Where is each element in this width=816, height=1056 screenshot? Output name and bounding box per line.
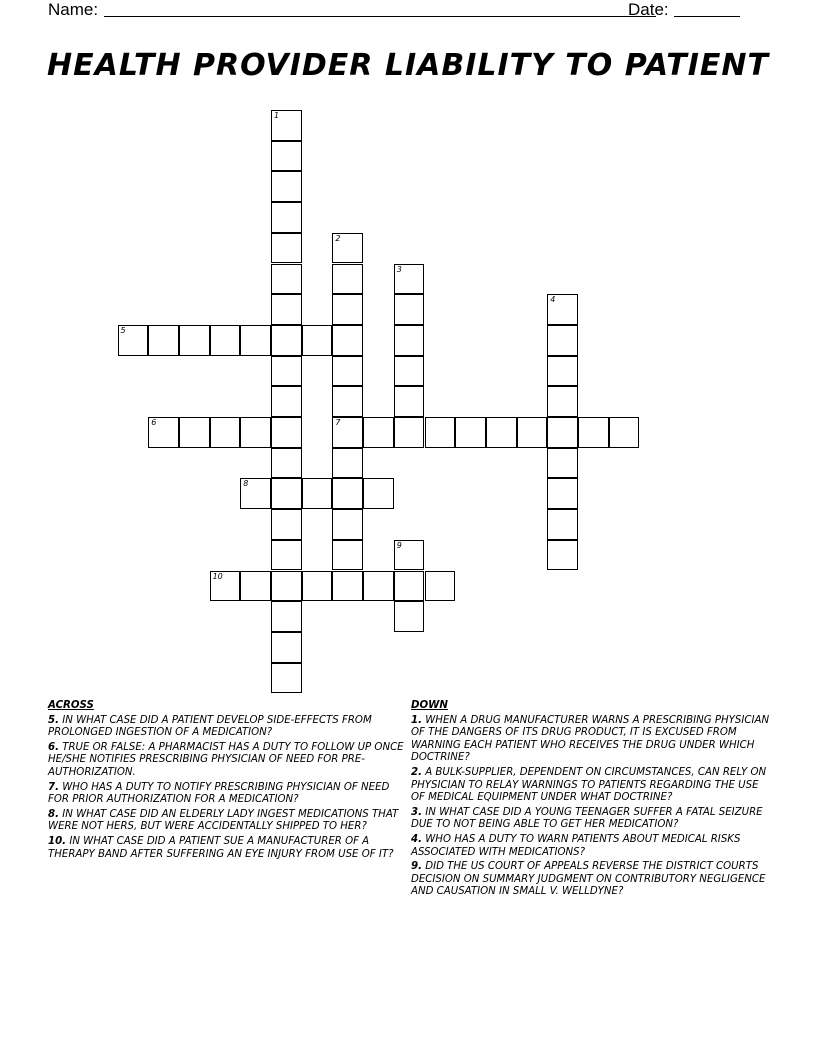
clue-text: DID THE US COURT OF APPEALS REVERSE THE DISTRICT COURTS DECISION ON SUMMARY JUDGMENT ON CONTRIBUTORY NEGLIGENCE AND CAUSATION IN SMALL V. WELLDYNE? <box>411 861 766 898</box>
cell-number: 1 <box>274 111 280 120</box>
clue-number: 2. <box>411 766 422 778</box>
crossword-cell[interactable] <box>302 325 333 356</box>
clue-text: WHEN A DRUG MANUFACTURER WARNS A PRESCRIBING PHYSICIAN OF THE DANGERS OF ITS DRUG PRODUCT, IT IS EXCUSED FROM WARNING EACH PATIENT WHO RECEIVES THE DRUG UNDER WHICH DOCTRINE? <box>411 714 770 764</box>
crossword-cell[interactable] <box>240 325 271 356</box>
crossword-cell[interactable] <box>271 233 302 264</box>
crossword-cell[interactable] <box>271 509 302 540</box>
clue-number: 1. <box>411 714 422 726</box>
crossword-cell[interactable] <box>271 601 302 632</box>
cell-number: 6 <box>151 418 157 427</box>
crossword-cell[interactable] <box>118 325 149 356</box>
across-clue <box>48 715 410 740</box>
cell-number: 4 <box>550 295 556 305</box>
crossword-cell[interactable] <box>394 356 425 387</box>
clue-number: 4. <box>411 833 422 845</box>
crossword-cell[interactable] <box>210 417 241 448</box>
crossword-cell[interactable] <box>271 417 302 448</box>
cell-number: 5 <box>120 325 126 335</box>
crossword-cell[interactable] <box>547 356 578 387</box>
crossword-cell[interactable] <box>271 264 302 295</box>
date-label: Date: <box>628 0 669 19</box>
clue-number: 9. <box>411 861 422 873</box>
crossword-cell[interactable] <box>271 571 302 602</box>
down-clue <box>411 767 773 805</box>
clue-text: IN WHAT CASE DID A PATIENT SUE A MANUFACTURER OF A THERAPY BAND AFTER SUFFERING AN EYE INJURY FROM USE OF IT? <box>48 835 394 860</box>
crossword-cell[interactable] <box>210 325 241 356</box>
cell-number: 2 <box>335 233 341 243</box>
crossword-cell[interactable] <box>394 325 425 356</box>
crossword-cell[interactable] <box>271 294 302 325</box>
clue-number: 5. <box>48 714 59 726</box>
crossword-cell[interactable] <box>547 294 578 325</box>
crossword-cell[interactable] <box>302 571 333 602</box>
cell-number: 3 <box>396 264 402 274</box>
crossword-cell[interactable] <box>271 325 302 356</box>
crossword-cell[interactable] <box>240 417 271 448</box>
crossword-cell[interactable] <box>394 386 425 417</box>
crossword-cell[interactable] <box>271 448 302 479</box>
crossword-cell[interactable] <box>179 417 210 448</box>
crossword-cell[interactable] <box>394 294 425 325</box>
puzzle-title: HEALTH PROVIDER LIABILITY TO PATIENT <box>47 48 769 83</box>
crossword-cell[interactable] <box>363 478 394 509</box>
crossword-cell[interactable] <box>271 202 302 233</box>
crossword-cell[interactable] <box>210 571 241 602</box>
crossword-cell[interactable] <box>394 417 425 448</box>
crossword-cell[interactable] <box>486 417 517 448</box>
crossword-cell[interactable] <box>271 386 302 417</box>
clue-text: A BULK-SUPPLIER, DEPENDENT ON CIRCUMSTANCES, CAN RELY ON PHYSICIAN TO RELAY WARNINGS TO PATIENTS REGARDING THE USE OF MEDICAL EQUIPMENT UNDER WHAT DOCTRINE? <box>411 766 767 804</box>
clue-text: WHO HAS A DUTY TO NOTIFY PRESCRIBING PHYSICIAN OF NEED FOR PRIOR AUTHORIZATION FOR A MEDICATION? <box>48 781 390 806</box>
crossword-cell[interactable] <box>332 264 363 295</box>
down-clue <box>411 807 773 832</box>
clue-number: 7. <box>48 781 59 793</box>
crossword-cell[interactable] <box>547 540 578 571</box>
clue-text: IN WHAT CASE DID AN ELDERLY LADY INGEST MEDICATIONS THAT WERE NOT HERS, BUT WERE ACCIDENTALLY SHIPPED TO HER? <box>48 808 399 833</box>
crossword-cell[interactable] <box>547 509 578 540</box>
crossword-cell[interactable] <box>240 478 271 509</box>
crossword-cell[interactable] <box>240 571 271 602</box>
across-clue <box>48 742 410 780</box>
crossword-cell[interactable] <box>271 478 302 509</box>
clue-number: 6. <box>48 741 59 753</box>
clue-number: 3. <box>411 806 422 818</box>
cell-number: 10 <box>212 571 223 581</box>
crossword-cell[interactable] <box>332 448 363 479</box>
crossword-cell[interactable] <box>271 356 302 387</box>
crossword-cell[interactable] <box>271 141 302 172</box>
cell-number: 8 <box>243 479 249 489</box>
crossword-cell[interactable] <box>148 325 179 356</box>
crossword-cell[interactable] <box>578 417 609 448</box>
crossword-cell[interactable] <box>363 571 394 602</box>
cell-number: 9 <box>396 540 402 550</box>
crossword-cell[interactable] <box>332 509 363 540</box>
down-clues <box>411 700 773 901</box>
crossword-cell[interactable] <box>547 478 578 509</box>
crossword-cell[interactable] <box>332 540 363 571</box>
crossword-cell[interactable] <box>271 110 302 141</box>
crossword-cell[interactable] <box>148 417 179 448</box>
crossword-cell[interactable] <box>332 325 363 356</box>
crossword-cell[interactable] <box>455 417 486 448</box>
name-label: Name: <box>48 0 99 19</box>
across-clue <box>48 809 410 834</box>
down-clue <box>411 834 773 859</box>
clue-text: IN WHAT CASE DID A PATIENT DEVELOP SIDE-EFFECTS FROM PROLONGED INGESTION OF A MEDICATION? <box>48 714 372 739</box>
crossword-cell[interactable] <box>425 571 456 602</box>
crossword-cell[interactable] <box>332 356 363 387</box>
crossword-cell[interactable] <box>179 325 210 356</box>
crossword-cell[interactable] <box>332 417 363 448</box>
crossword-cell[interactable] <box>332 571 363 602</box>
down-clue <box>411 861 773 899</box>
crossword-cell[interactable] <box>425 417 456 448</box>
across-heading: ACROSS <box>48 700 94 711</box>
crossword-cell[interactable] <box>332 386 363 417</box>
crossword-cell[interactable] <box>271 171 302 202</box>
crossword-cell[interactable] <box>332 478 363 509</box>
crossword-cell[interactable] <box>302 478 333 509</box>
crossword-cell[interactable] <box>547 386 578 417</box>
crossword-cell[interactable] <box>547 325 578 356</box>
clue-text: IN WHAT CASE DID A YOUNG TEENAGER SUFFER A FATAL SEIZURE DUE TO NOT BEING ABLE TO GET HER MEDICATION? <box>411 806 763 831</box>
crossword-cell[interactable] <box>271 663 302 694</box>
across-clue <box>48 782 410 807</box>
across-clue <box>48 836 410 861</box>
clue-number: 8. <box>48 808 59 820</box>
crossword-cell[interactable] <box>271 540 302 571</box>
crossword-cell[interactable] <box>271 632 302 663</box>
clue-text: TRUE OR FALSE: A PHARMACIST HAS A DUTY TO FOLLOW UP ONCE HE/SHE NOTIFIES PRESCRIBING PHYSICIAN OF NEED FOR PRE-AUTHORIZATION. <box>48 741 404 778</box>
clue-number: 10. <box>48 835 67 847</box>
clue-text: WHO HAS A DUTY TO WARN PATIENTS ABOUT MEDICAL RISKS ASSOCIATED WITH MEDICATIONS? <box>411 833 741 858</box>
down-clue <box>411 715 773 765</box>
crossword-cell[interactable] <box>517 417 548 448</box>
crossword-cell[interactable] <box>609 417 640 448</box>
crossword-cell[interactable] <box>547 448 578 479</box>
crossword-cell[interactable] <box>332 294 363 325</box>
crossword-cell[interactable] <box>394 264 425 295</box>
down-heading: DOWN <box>411 700 448 711</box>
crossword-cell[interactable] <box>363 417 394 448</box>
crossword-cell[interactable] <box>394 601 425 632</box>
crossword-cell[interactable] <box>547 417 578 448</box>
cell-number: 7 <box>335 418 341 427</box>
crossword-cell[interactable] <box>394 571 425 602</box>
crossword-cell[interactable] <box>394 540 425 571</box>
crossword-cell[interactable] <box>332 233 363 264</box>
across-clues <box>48 700 410 863</box>
